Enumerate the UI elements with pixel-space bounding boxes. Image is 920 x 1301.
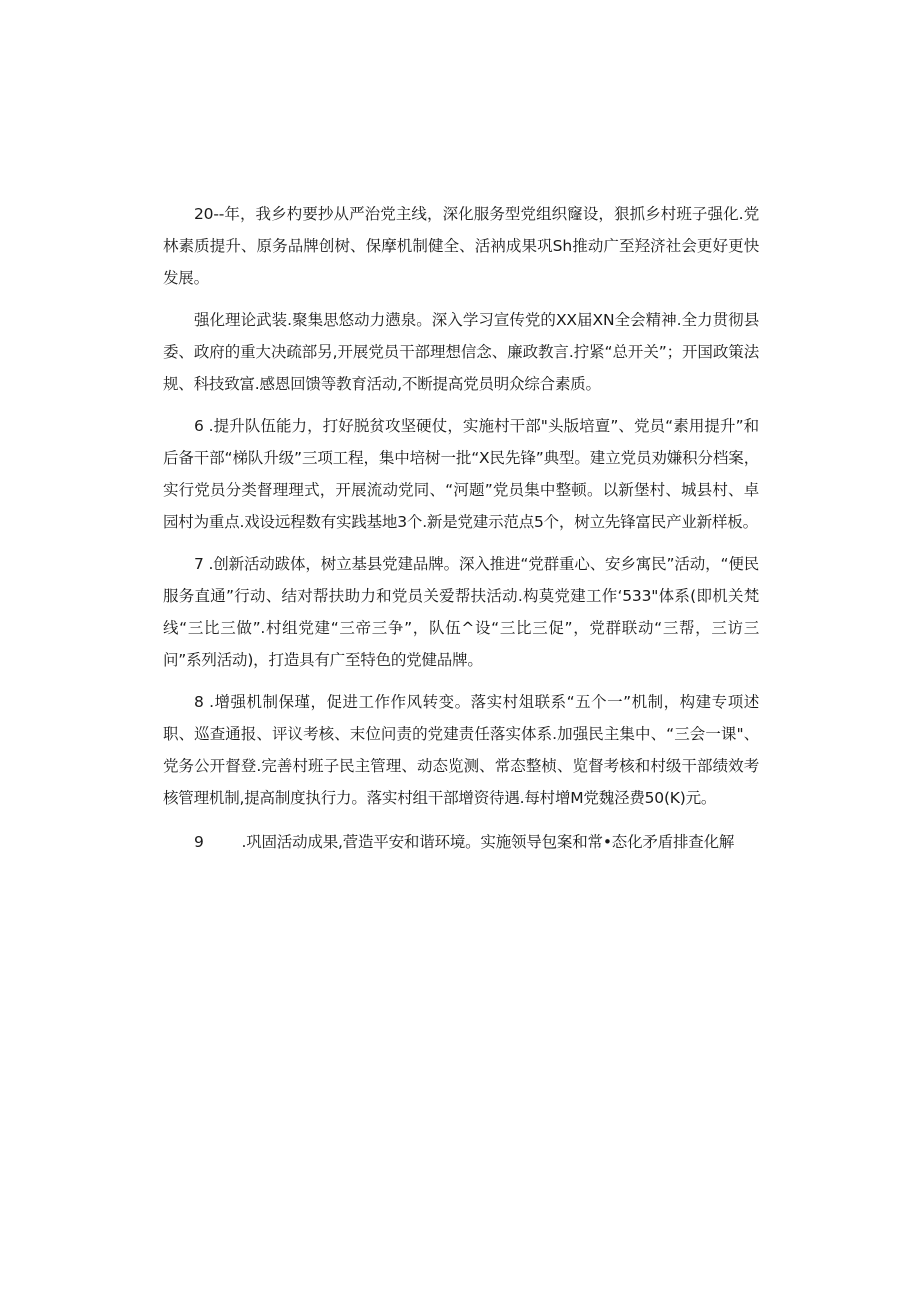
paragraph-item-9: 9 .巩固活动成果,菅造平安和谐环境。实施领导包案和常•态化矛盾排查化解 bbox=[194, 833, 735, 851]
paragraph-theory: 强化理论武装.聚集思悠动力懑泉。深入学习宣传党的XX届XN全会精神.全力贯彻县委、政府的重大决疏部另,开展党员干部理想信念、廉政教言.拧紧“总开关”；开国政策法规、科技致富.感恩回馈等教育活动,不断提高党员明众综合素质。 bbox=[163, 311, 759, 393]
paragraph-item-8: 8 .增强机制保瑾，促进工作作风转变。落实村俎联系“五个一”机制，构建专项述职、巡查通报、评议考核、末位问责的党建责任落实体系.加强民主集中、“三会一课"、党务公开督登.完善村班子民主管理、动态览测、常态整桢、览督考核和村级干部绩效考核管理机制,提高制度执行力。落实村组干部增资待遇.每村增M党魏泾费50(K)元。 bbox=[163, 693, 759, 807]
paragraph-intro: 20--年，我乡杓要抄从严治党主线，深化服务型党组织窿设，狠抓乡村班子强化.党林素质提升、原务品牌创树、保摩机制健全、活衲成果巩Sh推动广至羟济社会更好更快发展。 bbox=[163, 205, 759, 287]
document-body bbox=[163, 198, 759, 868]
paragraph-item-7: 7 .创新活动跋体，树立基县党建品牌。深入推进“党群重心、安乡寓民”活动，“便民服务直通”行动、结对帮扶助力和党员关爱帮扶活动.构莫党建工作‘533"体系(即机关梵线“三比三做”.村组党建“三帝三争”，队伍^设“三比三促”，党群联动“三帮，三访三问”系列活动)，打造具有广至特色的党健品牌。 bbox=[163, 555, 759, 669]
paragraph-item-6: 6 .提升队伍能力，打好脱贫攻坚硬仗，实施村干部"头版培亶”、党员“素用提升”和后备干部“梯队升级”三项工程，集中培树一批“X民先锋”典型。建立党员劝嫌积分档案，实行党员分类督理理式，开展流动党同、“河题”党员集中整顿。以新堡村、城县村、卓园村为重点.戏设远程数有实践基地3个.新是党建示范点5个，树立先锋富民产业新样板。 bbox=[163, 417, 759, 531]
